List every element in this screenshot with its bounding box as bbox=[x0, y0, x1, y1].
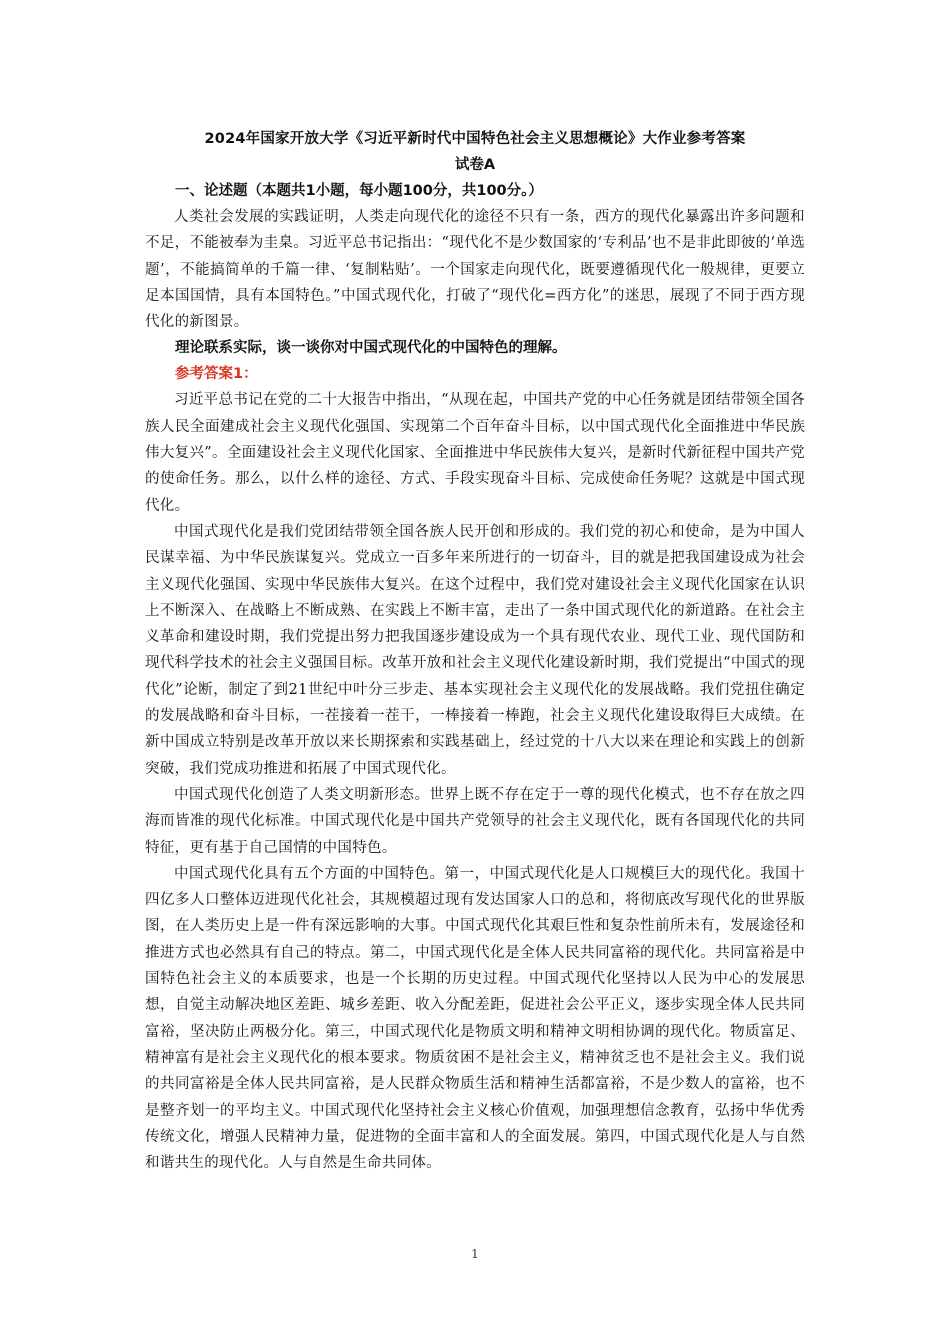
document-body bbox=[145, 126, 805, 1176]
answer-label: 参考答案1： bbox=[175, 366, 258, 383]
document-title: 2024年国家开放大学《习近平新时代中国特色社会主义思想概论》大作业参考答案 bbox=[204, 131, 746, 147]
answer-paragraph: 习近平总书记在党的二十大报告中指出，“从现在起，中国共产党的中心任务就是团结带领全国各族人民全面建成社会主义现代化强国、实现第二个百年奋斗目标，以中国式现代化全面推进中华民族伟大复兴”。全面建设社会主义现代化国家、全面推进中华民族伟大复兴，是新时代新征程中国共产党的使命任务。那么，以什么样的途径、方式、手段实现奋斗目标、完成使命任务呢？这就是中国式现代化。 bbox=[145, 392, 805, 514]
answer-paragraph: 中国式现代化是我们党团结带领全国各族人民开创和形成的。我们党的初心和使命，是为中国人民谋幸福、为中华民族谋复兴。党成立一百多年来所进行的一切奋斗，目的就是把我国建设成为社会主义现代化强国、实现中华民族伟大复兴。在这个过程中，我们党对建设社会主义现代化国家在认识上不断深入、在战略上不断成熟、在实践上不断丰富，走出了一条中国式现代化的新道路。在社会主义革命和建设时期，我们党提出努力把我国逐步建设成为一个具有现代农业、现代工业、现代国防和现代科学技术的社会主义强国目标。改革开放和社会主义现代化建设新时期，我们党提出“中国式的现代化”论断，制定了到21世纪中叶分三步走、基本实现社会主义现代化的发展战略。我们党扭住确定的发展战略和奋斗目标，一茬接着一茬干，一棒接着一棒跑，社会主义现代化建设取得巨大成绩。在新中国成立特别是改革开放以来长期探索和实践基础上，经过党的十八大以来在理论和实践上的创新突破，我们党成功推进和拓展了中国式现代化。 bbox=[145, 523, 805, 777]
page-number: 1 bbox=[471, 1247, 479, 1261]
essay-question: 理论联系实际，谈一谈你对中国式现代化的中国特色的理解。 bbox=[175, 340, 567, 357]
document-subtitle: 试卷A bbox=[454, 157, 496, 173]
answer-paragraph: 中国式现代化创造了人类文明新形态。世界上既不存在定于一尊的现代化模式，也不存在放之四海而皆准的现代化标准。中国式现代化是中国共产党领导的社会主义现代化，既有各国现代化的共同特征，更有基于自己国情的中国特色。 bbox=[145, 786, 805, 856]
intro-paragraph: 人类社会发展的实践证明，人类走向现代化的途径不只有一条，西方的现代化暴露出许多问题和不足，不能被奉为圭臬。习近平总书记指出：“现代化不是少数国家的‘专利品’也不是非此即彼的‘单选题’，不能搞简单的千篇一律、‘复制粘贴’。一个国家走向现代化，既要遵循现代化一般规律，更要立足本国国情，具有本国特色。”中国式现代化，打破了“现代化=西方化”的迷思，展现了不同于西方现代化的新图景。 bbox=[145, 209, 805, 331]
section-heading: 一、论述题（本题共1小题，每小题100分，共100分。） bbox=[175, 183, 543, 199]
answer-paragraph: 中国式现代化具有五个方面的中国特色。第一，中国式现代化是人口规模巨大的现代化。我国十四亿多人口整体迈进现代化社会，其规模超过现有发达国家人口的总和，将彻底改写现代化的世界版图，在人类历史上是一件有深远影响的大事。中国式现代化其艰巨性和复杂性前所未有，发展途径和推进方式也必然具有自己的特点。第二，中国式现代化是全体人民共同富裕的现代化。共同富裕是中国特色社会主义的本质要求，也是一个长期的历史过程。中国式现代化坚持以人民为中心的发展思想，自觉主动解决地区差距、城乡差距、收入分配差距，促进社会公平正义，逐步实现全体人民共同富裕，坚决防止两极分化。第三，中国式现代化是物质文明和精神文明相协调的现代化。物质富足、精神富有是社会主义现代化的根本要求。物质贫困不是社会主义，精神贫乏也不是社会主义。我们说的共同富裕是全体人民共同富裕，是人民群众物质生活和精神生活都富裕，不是少数人的富裕，也不是整齐划一的平均主义。中国式现代化坚持社会主义核心价值观，加强理想信念教育，弘扬中华优秀传统文化，增强人民精神力量，促进物的全面丰富和人的全面发展。第四，中国式现代化是人与自然和谐共生的现代化。人与自然是生命共同体。 bbox=[145, 865, 805, 1172]
